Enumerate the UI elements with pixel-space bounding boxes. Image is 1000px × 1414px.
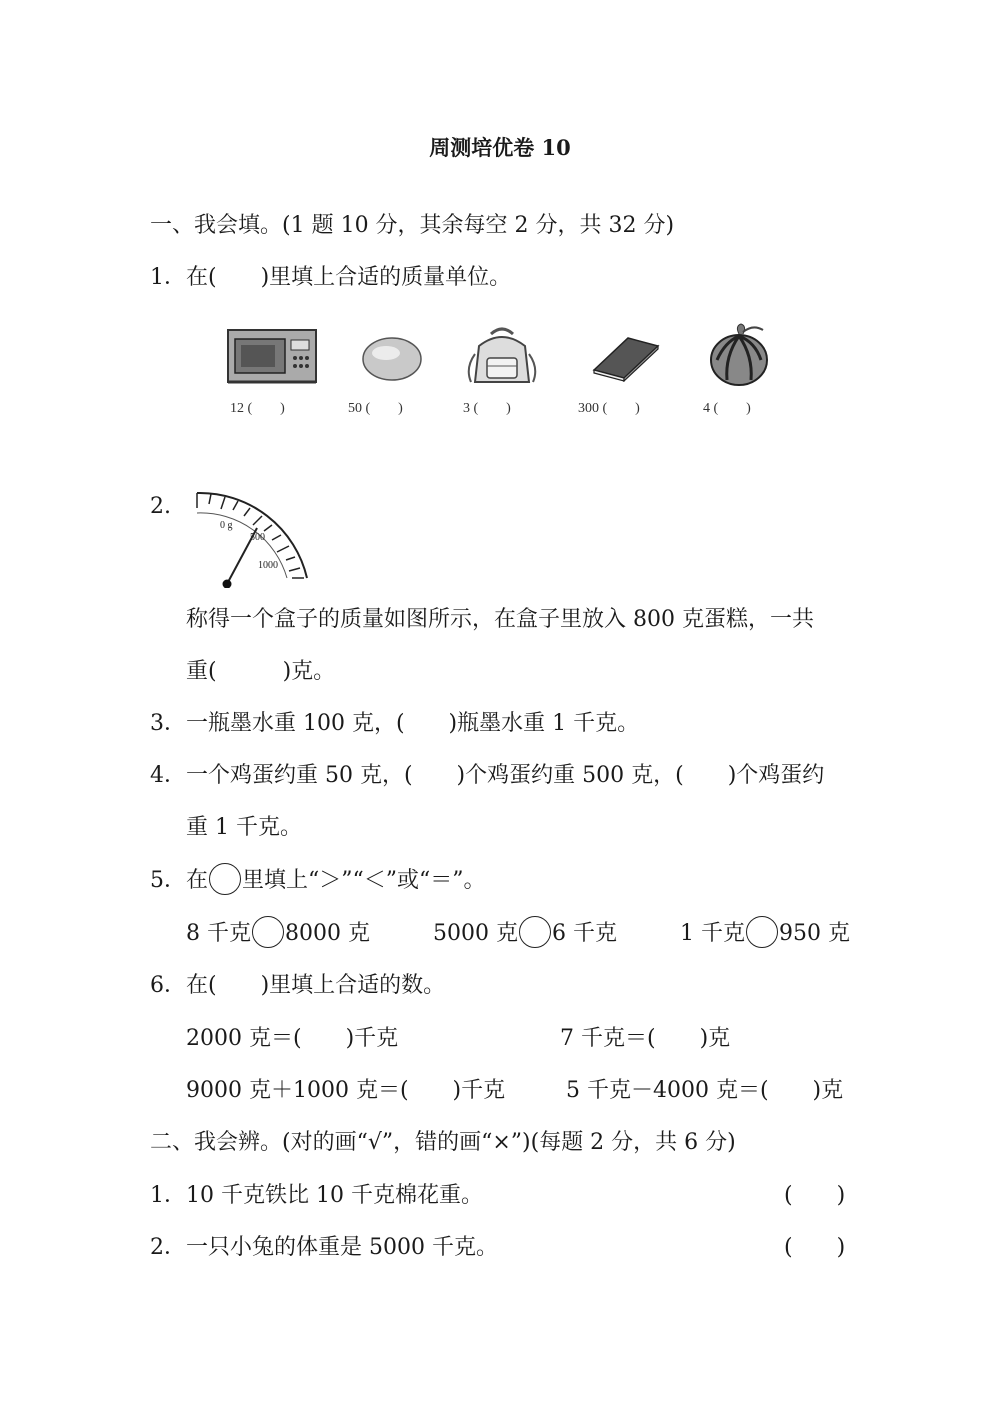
compare-circle[interactable] bbox=[252, 916, 284, 948]
q5-item-2-right: 6 千克 bbox=[551, 921, 617, 946]
section1-heading: 一、我会填。(1 题 10 分，其余每空 2 分，共 32 分) bbox=[150, 213, 675, 238]
q4-text-line1: 4．一个鸡蛋约重 50 克，( )个鸡蛋约重 500 克，( )个鸡蛋约 bbox=[150, 763, 825, 788]
section2-q2-answer[interactable]: ( ) bbox=[784, 1235, 846, 1260]
section2-q2: 2．一只小兔的体重是 5000 千克。 bbox=[150, 1235, 498, 1260]
q2-number: 2. bbox=[150, 494, 171, 519]
q5-item-3-right: 950 克 bbox=[779, 921, 850, 946]
q6-item-a: 2000 克＝( )千克 bbox=[186, 1026, 399, 1051]
q5-item-3 bbox=[680, 919, 850, 949]
q6-item-d: 5 千克－4000 克＝( )克 bbox=[566, 1078, 844, 1103]
scale-label-zero: 0 g bbox=[220, 520, 233, 531]
q6-text: 6．在( )里填上合适的数。 bbox=[150, 973, 446, 998]
microwave-icon bbox=[225, 326, 321, 386]
q5-item-1-left: 8 千克 bbox=[186, 921, 251, 946]
q5-item-1-right: 8000 克 bbox=[285, 921, 370, 946]
page-title: 周测培优卷 10 bbox=[429, 135, 571, 160]
compare-circle[interactable] bbox=[519, 916, 551, 948]
q5-item-1 bbox=[186, 919, 370, 949]
q1-caption-egg: 50 ( ) bbox=[348, 401, 403, 416]
q3-text: 3．一瓶墨水重 100 克，( )瓶墨水重 1 千克。 bbox=[150, 711, 640, 736]
q1-caption-watermelon: 4 ( ) bbox=[703, 401, 751, 416]
q1-text: 1．在( )里填上合适的质量单位。 bbox=[150, 265, 512, 290]
compare-circle[interactable] bbox=[746, 916, 778, 948]
q5-item-3-left: 1 千克 bbox=[680, 921, 745, 946]
q6-item-b: 7 千克＝( )克 bbox=[560, 1026, 731, 1051]
section2-heading: 二、我会辨。(对的画“√”，错的画“×”)(每题 2 分，共 6 分) bbox=[150, 1130, 736, 1155]
backpack-icon bbox=[463, 324, 541, 388]
q5-suffix: 里填上“＞”“＜”或“＝”。 bbox=[242, 868, 486, 893]
book-icon bbox=[590, 334, 662, 382]
section2-q1: 1．10 千克铁比 10 千克棉花重。 bbox=[150, 1183, 483, 1208]
q5-item-2 bbox=[433, 919, 617, 949]
q5-prefix: 5．在 bbox=[150, 868, 208, 893]
q4-text-line2: 重 1 千克。 bbox=[186, 815, 302, 840]
q5-item-2-left: 5000 克 bbox=[433, 921, 518, 946]
q1-caption-book: 300 ( ) bbox=[578, 401, 640, 416]
q5-text bbox=[150, 866, 485, 896]
compare-circle bbox=[209, 863, 241, 895]
q1-caption-microwave: 12 ( ) bbox=[230, 401, 285, 416]
q6-item-c: 9000 克＋1000 克＝( )千克 bbox=[186, 1078, 506, 1103]
q2-text-line2: 重( )克。 bbox=[186, 659, 336, 684]
q1-caption-backpack: 3 ( ) bbox=[463, 401, 511, 416]
egg-icon bbox=[360, 334, 424, 384]
section2-q1-answer[interactable]: ( ) bbox=[784, 1183, 846, 1208]
watermelon-icon bbox=[705, 322, 775, 388]
scale-label-1000: 1000 bbox=[258, 560, 278, 571]
q2-text-line1: 称得一个盒子的质量如图所示，在盒子里放入 800 克蛋糕，一共 bbox=[186, 607, 814, 632]
scale-label-500: 500 bbox=[250, 532, 265, 543]
scale-dial bbox=[192, 488, 317, 588]
